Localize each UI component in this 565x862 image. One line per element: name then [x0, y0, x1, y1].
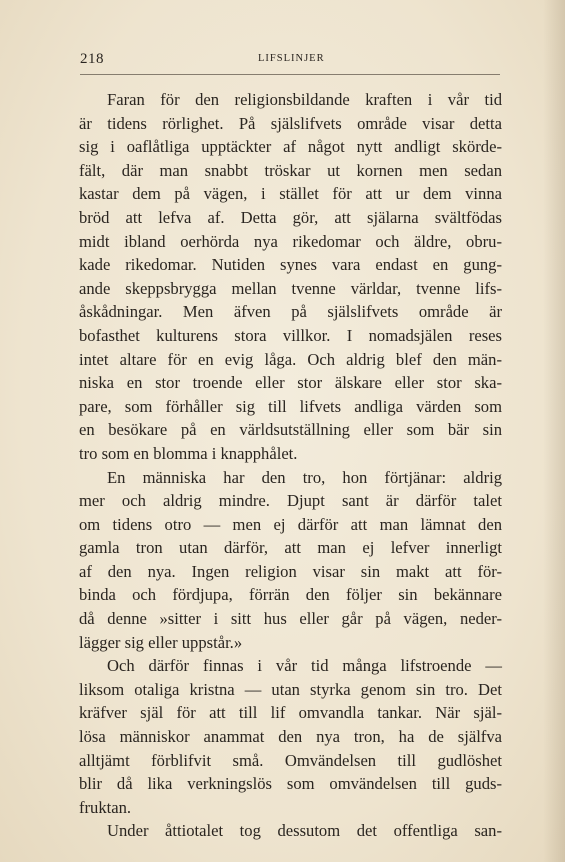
- text-line: lägger sig eller uppstår.»: [79, 632, 243, 652]
- text-line: åskådningar. Men äfven på själslifvets område är: [79, 302, 502, 322]
- text-line: pare, som förhåller sig till lifvets andliga värden som: [79, 396, 502, 416]
- text-line: tro som en blomma i knapphålet.: [79, 443, 298, 463]
- text-line: alltjämt förblifvit små. Omvändelsen till gudlöshet: [79, 750, 502, 770]
- text-line: En människa har den tro, hon förtjänar: aldrig: [107, 467, 502, 487]
- text-line: fält, där man snabbt tröskar ut kornen men sedan: [79, 160, 502, 180]
- text-line: Och därför finnas i vår tid många lifstroende —: [107, 656, 502, 676]
- text-line: intet altare för en evig låga. Och aldrig blef den män-: [79, 349, 502, 369]
- text-line: niska en stor troende eller stor älskare eller stor ska-: [79, 373, 502, 393]
- text-line: fruktan.: [79, 797, 132, 817]
- text-line: om tidens otro — men ej därför att man lämnat den: [79, 514, 502, 534]
- running-head: LIFSLINJER: [258, 53, 325, 64]
- text-line: bofasthet kulturens stora villkor. I nomadsjälen reses: [79, 325, 502, 345]
- text-line: en besökare på en världsutställning eller som bär sin: [79, 420, 502, 440]
- header-rule: [80, 74, 500, 75]
- text-line: binda och fördjupa, förrän den följer sin bekännare: [79, 585, 502, 605]
- text-line: af den nya. Ingen religion visar sin makt att för-: [79, 561, 502, 581]
- text-line: midt ibland oerhörda nya rikedomar och äldre, obru-: [79, 231, 502, 251]
- text-line: mer och aldrig mindre. Djupt sant är därför talet: [79, 491, 502, 511]
- text-line: kräfver själ för att till lif omvandla tankar. När själ-: [79, 703, 502, 723]
- text-line: kade rikedomar. Nutiden synes vara endast en gung-: [79, 255, 502, 275]
- body-text: [79, 88, 502, 843]
- text-line: liksom otaliga kristna — utan styrka genom sin tro. Det: [79, 679, 502, 699]
- page-number: 218: [80, 51, 104, 67]
- text-line: då denne »sitter i sitt hus eller går på vägen, neder-: [79, 609, 502, 629]
- text-line: är tidens rörlighet. På själslifvets område visar detta: [79, 113, 502, 133]
- text-line: ande skeppsbrygga mellan tvenne världar, tvenne lifs-: [79, 278, 502, 298]
- page-edge-shadow: [543, 0, 565, 862]
- page-header: [80, 51, 500, 71]
- text-line: Faran för den religionsbildande kraften i vår tid: [107, 90, 502, 109]
- text-line: gamla tron utan därför, att man ej lefver innerligt: [79, 538, 502, 558]
- text-line: Under åttiotalet tog dessutom det offentliga san-: [107, 821, 502, 841]
- text-line: lösa människor anammat den nya tron, ha de själfva: [79, 727, 502, 747]
- text-line: sig i oaflåtliga upptäckter af något nytt andligt skörde-: [79, 137, 502, 157]
- text-line: bröd att lefva af. Detta gör, att själarna svältfödas: [79, 207, 502, 227]
- text-line: blir då lika verkningslös som omvändelsen till guds-: [79, 774, 502, 794]
- text-line: kastar dem på vägen, i stället för att ur dem vinna: [79, 184, 502, 204]
